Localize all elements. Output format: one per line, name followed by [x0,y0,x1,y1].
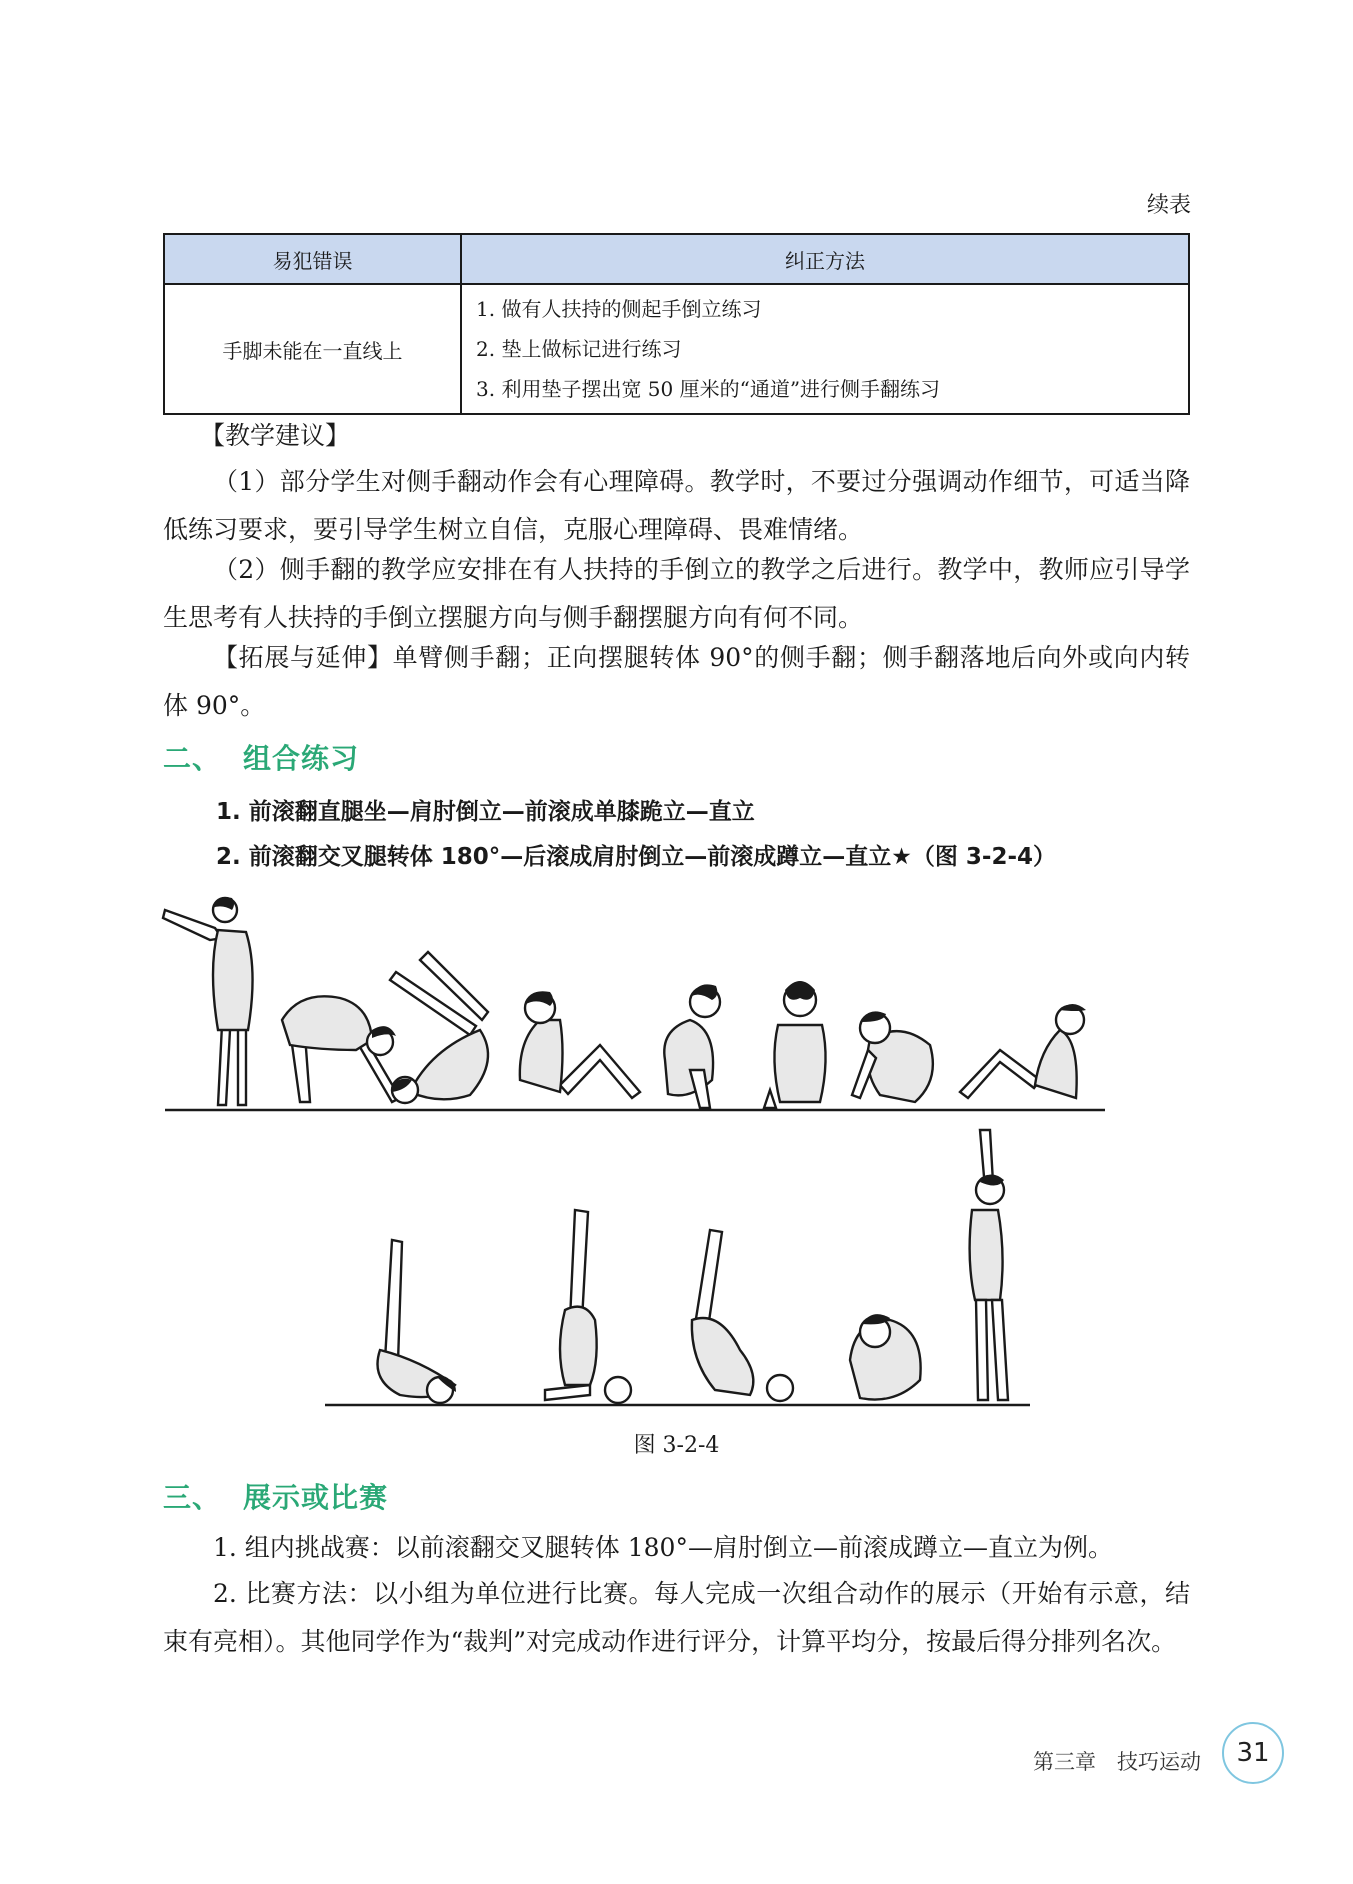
header-method: 纠正方法 [461,234,1189,284]
method-cell [461,284,1189,414]
section-heading-show [163,1476,388,1516]
figure-roll-legs-up [390,952,488,1103]
method-item: 1. 做有人扶持的侧起手倒立练习 [476,297,762,321]
section-number: 三、 [163,1481,222,1514]
figure-standing-arm-up [970,1130,1008,1400]
figure-crouch-forward [282,996,400,1102]
chapter-footer: 第三章 技巧运动 [1033,1750,1201,1774]
page-number: 31 [1222,1722,1284,1784]
figure-squat-back [764,981,826,1108]
show-paragraph-1: 1. 组内挑战赛：以前滚翻交叉腿转体 180°—肩肘倒立—前滚成蹲立—直立为例。 [213,1533,1113,1562]
figure-caption: 图 3-2-4 [633,1433,720,1458]
figure-legs-tilted [692,1230,793,1401]
combo-item-2: 2. 前滚翻交叉腿转体 180°—后滚成肩肘倒立—前滚成蹲立—直立★（图 3-2-4） [216,844,1056,870]
section-title: 组合练习 [243,742,360,775]
section-title: 展示或比赛 [243,1481,389,1514]
table-header-row [164,234,1189,284]
figure-tuck-squat [850,1314,921,1399]
section-heading-combo [163,737,359,777]
teaching-heading: 【教学建议】 [200,421,351,450]
figure-roll-to-stand [378,1240,457,1403]
header-error: 易犯错误 [164,234,461,284]
teaching-paragraph-2: （2）侧手翻的教学应安排在有人扶持的手倒立的教学之后进行。教学中，教师应引导学生思考有人扶持的手倒立摆腿方向与侧手翻摆腿方向有何不同。 [163,555,1190,632]
extension-paragraph: 【拓展与延伸】单臂侧手翻；正向摆腿转体 90°的侧手翻；侧手翻落地后向外或向内转体 90°。 [163,643,1190,720]
figure-standing-arms-forward [163,897,253,1105]
error-cell: 手脚未能在一直线上 [164,284,461,414]
gymnastics-sequence-illustration [0,880,1353,1420]
figure-squat [664,984,720,1108]
method-item: 2. 垫上做标记进行练习 [476,337,682,361]
continued-label: 续表 [1146,193,1191,218]
show-paragraph-2: 2. 比赛方法：以小组为单位进行比赛。每人完成一次组合动作的展示（开始有示意，结束有亮相）。其他同学作为“裁判”对完成动作进行评分，计算平均分，按最后得分排列名次。 [163,1579,1190,1656]
figure-squat-reach [852,1011,933,1102]
error-correction-table [163,233,1190,415]
combo-item-1: 1. 前滚翻直腿坐—肩肘倒立—前滚成单膝跪立—直立 [216,799,755,825]
figure-sit-roll-back [960,1004,1086,1098]
table-row [164,284,1189,414]
section-number: 二、 [163,742,222,775]
teaching-paragraph-1: （1）部分学生对侧手翻动作会有心理障碍。教学时，不要过分强调动作细节，可适当降低练习要求，要引导学生树立自信，克服心理障碍、畏难情绪。 [163,467,1190,544]
method-item: 3. 利用垫子摆出宽 50 厘米的“通道”进行侧手翻练习 [476,377,941,401]
figure-seated-tuck [520,991,640,1098]
figure-shoulder-stand [545,1210,631,1403]
